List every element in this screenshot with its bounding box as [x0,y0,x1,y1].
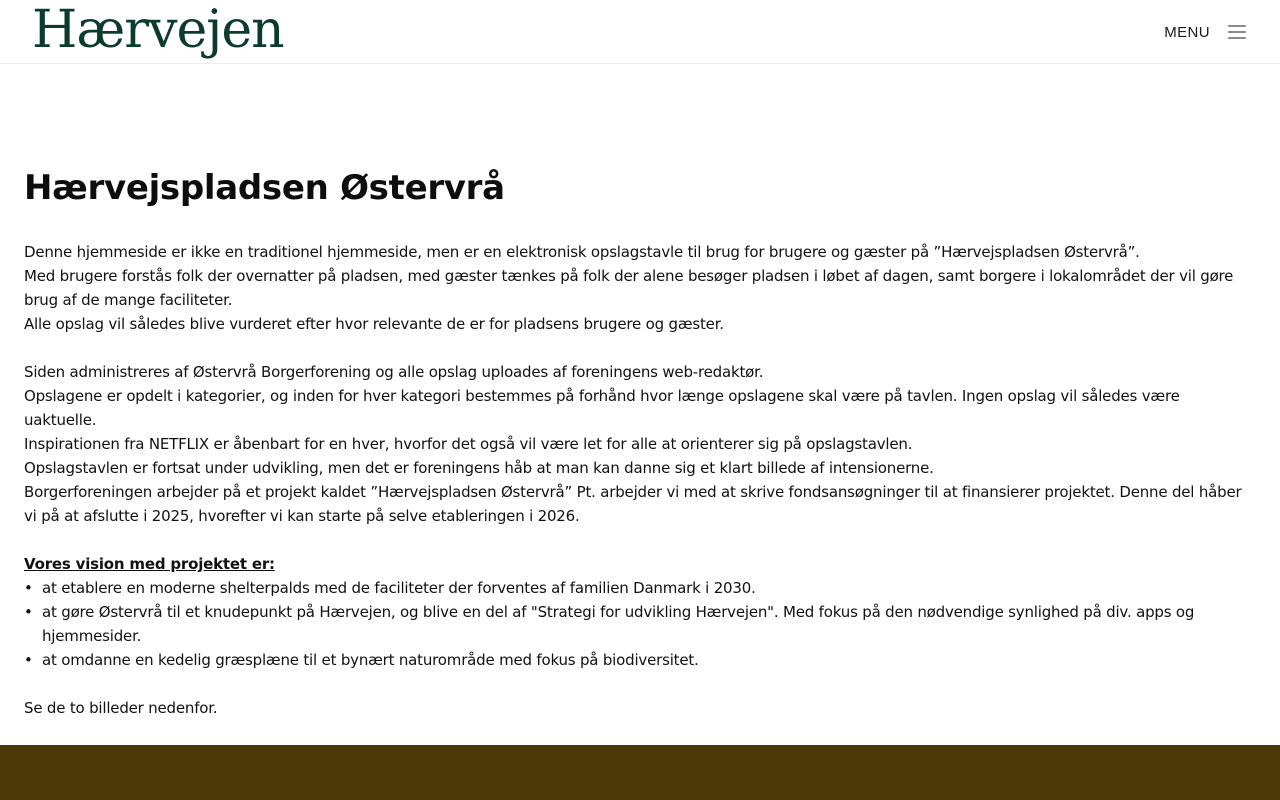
page-title: Hærvejspladsen Østervrå [24,168,505,208]
hamburger-icon [1228,25,1246,39]
admin-paragraph: Inspirationen fra NETFLIX er åbenbart for en hver, hvorfor det også vil være let for alle at orienterer sig på opslagstavlen. [24,435,913,453]
closing-paragraph: Se de to billeder nedenfor. [24,699,218,717]
paragraph-spacer [24,672,1256,696]
admin-paragraph: Opslagstavlen er fortsat under udvikling, men det er foreningens håb at man kan danne sig et klart billede af intensionerne. [24,459,934,477]
vision-list-item: • at etablere en moderne shelterpalds med de faciliteter der forventes af familien Danmark i 2030. [42,576,1256,600]
vision-list-item: • at omdanne en kedelig græsplæne til et bynært naturområde med fokus på biodiversitet. [42,648,1256,672]
admin-paragraph: Opslagene er opdelt i kategorier, og inden for hver kategori bestemmes på forhånd hvor længe opslagene skal være på tavlen. Ingen opslag vil således være uaktuelle. [24,387,1180,429]
intro-paragraph: Alle opslag vil således blive vurderet efter hvor relevante de er for pladsens brugere og gæster. [24,315,724,333]
admin-paragraph: Siden administreres af Østervrå Borgerforening og alle opslag uploades af foreningens web-redaktør. [24,363,764,381]
vision-heading: Vores vision med projektet er: [24,555,275,573]
site-logo[interactable]: Hærvejen [32,0,284,60]
menu-label: MENU [1164,23,1210,41]
intro-paragraph: Med brugere forstås folk der overnatter på pladsen, med gæster tænkes på folk der alene besøger pladsen i løbet af dagen, samt borgere i lokalområdet der vil gøre brug af de mange faciliteter. [24,267,1234,309]
paragraph-spacer [24,528,1256,552]
intro-paragraph: Denne hjemmeside er ikke en traditionel hjemmeside, men er en elektronisk opslagstavle til brug for brugere og gæster på ”Hærvejspladsen Østervrå”. [24,243,1140,261]
main-content [24,166,1256,720]
paragraph-spacer [24,336,1256,360]
menu-button[interactable] [1164,20,1246,44]
admin-paragraph: Borgerforeningen arbejder på et projekt kaldet ”Hærvejspladsen Østervrå” Pt. arbejder vi med at skrive fondsansøgninger til at finansierer projektet. Denne del håber vi på at afslutte i 2025, hvorefter vi kan starte på selve etableringen i 2026. [24,483,1242,525]
site-header [0,0,1280,64]
vision-list [24,576,1256,672]
site-footer [0,745,1280,800]
page-body [24,240,1256,720]
vision-list-item: • at gøre Østervrå til et knudepunkt på Hærvejen, og blive en del af "Strategi for udvikling Hærvejen". Med fokus på den nødvendige synlighed på div. apps og hjemmesider. [42,600,1256,648]
